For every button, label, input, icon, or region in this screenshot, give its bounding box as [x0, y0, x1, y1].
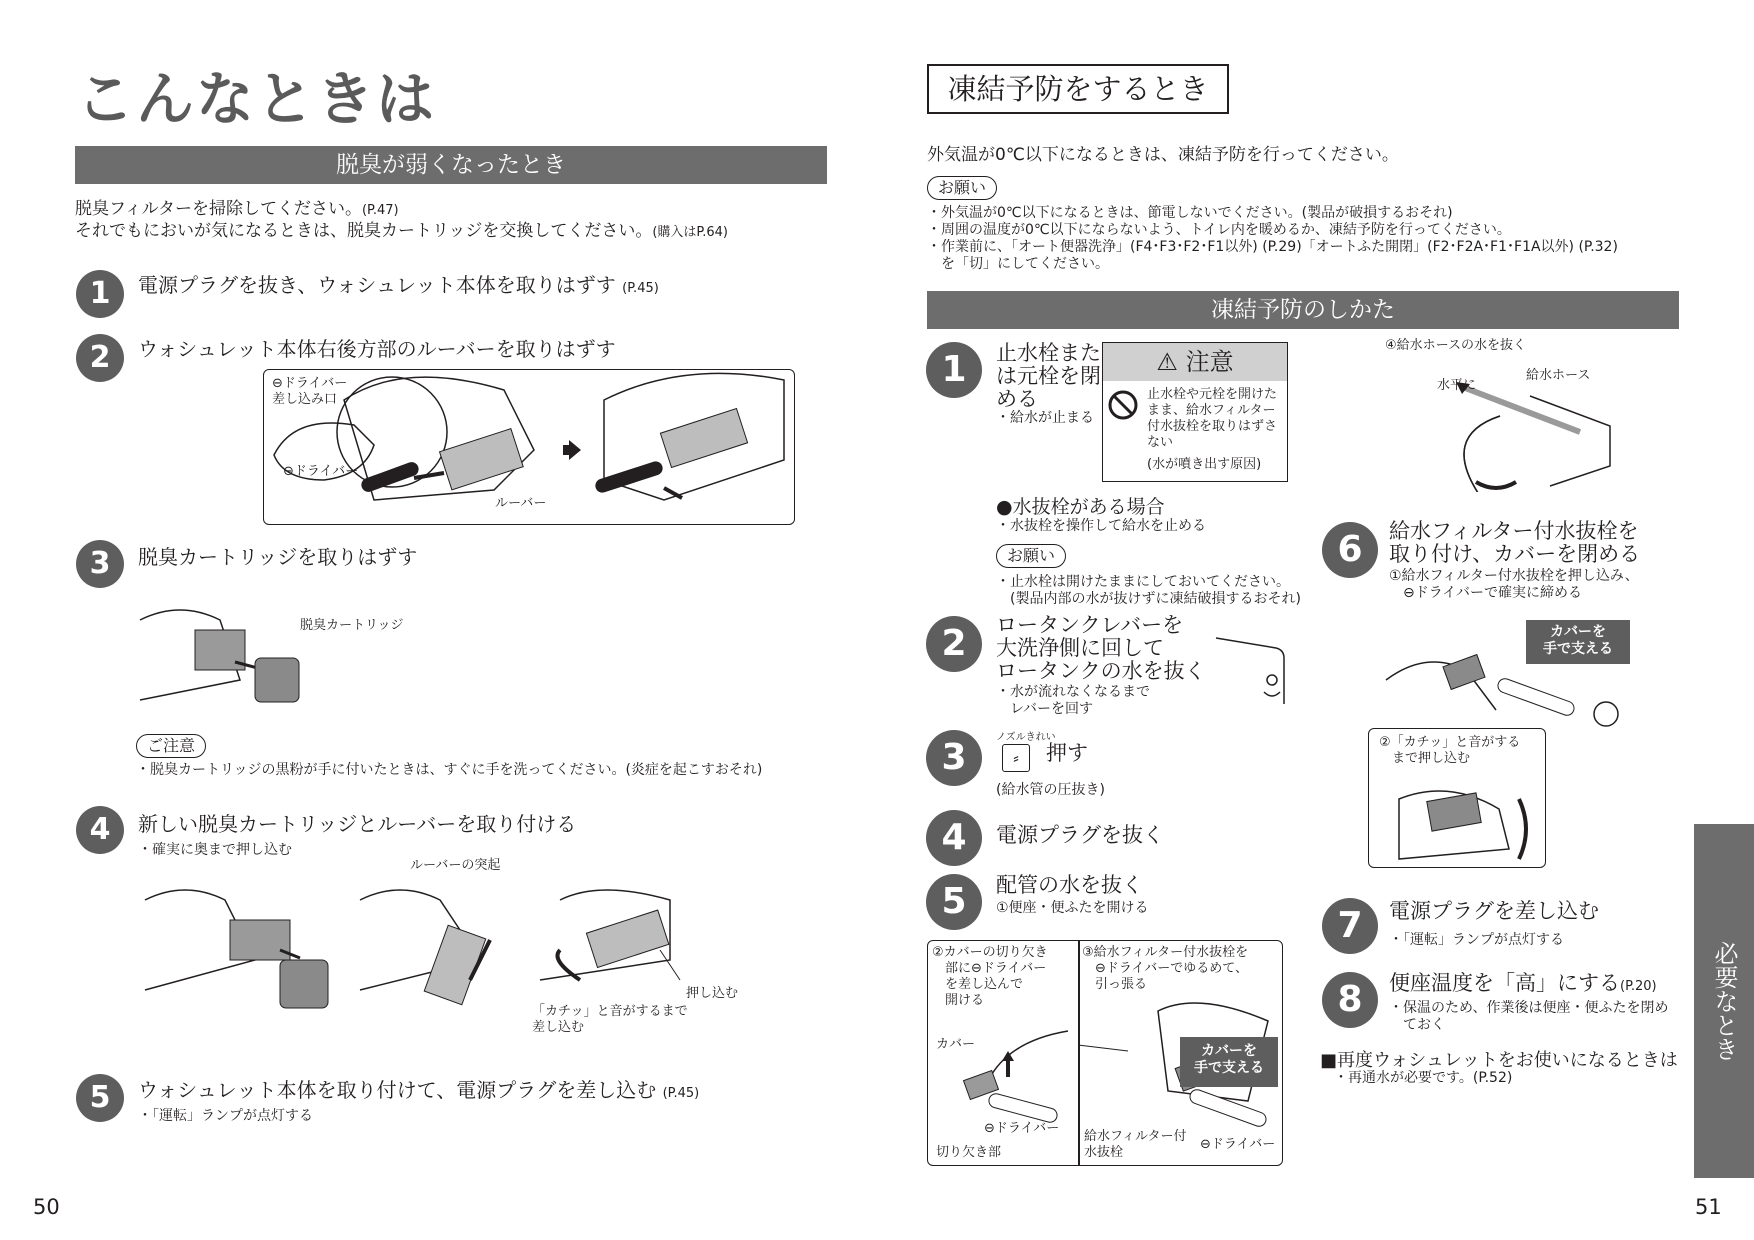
freeze-step-number-1: 1 — [926, 342, 982, 398]
page-title: こんなときは — [76, 65, 437, 133]
click-label: 「カチッ」と音がするまで 差し込む — [532, 1004, 688, 1035]
reinstall-filter-illustration — [1376, 640, 1646, 730]
caution-text: ・脱臭カートリッジの黒粉が手に付いたときは、すぐに手を洗ってください。(炎症を起こすおそれ) — [136, 762, 763, 778]
page-number-left: 50 — [33, 1195, 60, 1219]
louver-tab-label: ルーバーの突起 — [410, 858, 501, 873]
request-badge-2: お願い — [996, 544, 1066, 568]
freeze-step-8-sub: ・保温のため、作業後は便座・便ふたを閉め ておく — [1389, 1000, 1669, 1033]
drain-heading: ●水抜栓がある場合 — [996, 496, 1165, 518]
request-2-text: ・止水栓は開けたままにしておいてください。 (製品内部の水が抜けずに凍結破損するおそれ) — [996, 574, 1301, 607]
freeze-step-1-sub: ・給水が止まる — [996, 410, 1094, 426]
freeze-step-number-8: 8 — [1322, 972, 1378, 1028]
freeze-step-3-text: 押す — [1046, 741, 1088, 765]
click-label-2: ②「カチッ」と音がする まで押し込む — [1379, 735, 1521, 766]
tank-lever-figure — [1212, 632, 1288, 708]
step-number-2: 2 — [76, 334, 124, 382]
request-list — [927, 205, 1687, 273]
cartridge-label: 脱臭カートリッジ — [300, 618, 404, 633]
step-number-1: 1 — [76, 270, 124, 318]
warning-header — [1103, 343, 1287, 381]
request-line-3: ・作業前に、「オート便器洗浄」(F4･F3･F2･F1以外) (P.29)「オートふた開閉」(F2･F2A･F1･F1A以外) (P.32) — [927, 239, 1618, 255]
step-1-label: 電源プラグを抜き、ウォシュレット本体を取りはずす — [138, 273, 616, 297]
step-number-5: 5 — [76, 1074, 124, 1122]
prohibited-icon — [1107, 389, 1139, 421]
freeze-step-8-text — [1389, 972, 1657, 998]
freeze-step-2-text: ロータンクレバーを 大洗浄側に回して ロータンクの水を抜く — [996, 613, 1206, 683]
warning-title: 注意 — [1185, 348, 1234, 376]
click-figure — [1368, 728, 1546, 868]
intro-line-2 — [75, 220, 728, 244]
intro-line-1 — [75, 198, 399, 222]
hose-step-label: ④給水ホースの水を抜く — [1385, 338, 1527, 353]
drain-step-3-label: ③給水フィルター付水抜栓を ⊖ドライバーでゆるめて、 引っ張る — [1082, 945, 1249, 992]
request-badge: お願い — [927, 176, 997, 200]
side-tab: 必要なとき — [1694, 824, 1754, 1178]
freeze-step-number-4: 4 — [926, 810, 982, 866]
section-band-deodorizer: 脱臭が弱くなったとき — [75, 146, 827, 184]
warning-box — [1102, 342, 1288, 482]
step-number-3: 3 — [76, 540, 124, 588]
step-1-text — [138, 273, 659, 301]
drain-sub: ・水抜栓を操作して給水を止める — [996, 518, 1206, 534]
step-5-sub: ・「運転」ランプが点灯する — [138, 1108, 313, 1124]
hose-label: 給水ホース — [1526, 368, 1591, 383]
freeze-step-7-text: 電源プラグを差し込む — [1389, 899, 1599, 923]
freeze-step-2-sub: ・水が流れなくなるまで レバーを回す — [996, 684, 1150, 717]
reuse-sub: ・再通水が必要です。(P.52) — [1334, 1070, 1513, 1086]
step-4-text: 新しい脱臭カートリッジとルーバーを取り付ける — [138, 812, 577, 836]
intro-text-2: それでもにおいが気になるときは、脱臭カートリッジを交換してください。 — [75, 221, 653, 241]
nozzle-button-icon: ⸗ — [1002, 744, 1030, 772]
driver-slot-label: ⊖ドライバー 差し込み口 — [272, 376, 348, 407]
step-number-4: 4 — [76, 806, 124, 854]
cover-label: カバー — [936, 1037, 976, 1052]
intro-ref-1: (P.47) — [361, 203, 399, 218]
freeze-step-7-sub: ・「運転」ランプが点灯する — [1389, 932, 1564, 948]
intro-text-1: 脱臭フィルターを掃除してください。 — [75, 199, 362, 219]
warning-text: 止水栓や元栓を開けた まま、給水フィルター 付水抜栓を取りはずさ ない — [1147, 387, 1278, 450]
driver-label-3: ⊖ドライバー — [1200, 1137, 1276, 1152]
reuse-heading: ■再度ウォシュレットをお使いになるときは — [1320, 1050, 1678, 1071]
reinstall-illustration — [140, 880, 780, 1020]
warning-icon: ⚠ — [1156, 348, 1178, 376]
request-line-1: ・外気温が0℃以下になるときは、節電しないでください。(製品が破損するおそれ) — [927, 205, 1453, 221]
drain-step-2-label: ②カバーの切り欠き 部に⊖ドライバー を差し込んで 開ける — [932, 945, 1048, 1008]
step-1-ref: (P.45) — [622, 281, 659, 296]
drain-figure — [927, 940, 1283, 1166]
freeze-step-1-text: 止水栓また は元栓を閉 める — [996, 341, 1101, 411]
hold-cover-callout-2: カバーを 手で支える — [1526, 620, 1630, 664]
tank-lever-illustration — [1212, 632, 1288, 708]
freeze-step-5-text: 配管の水を抜く — [996, 873, 1143, 897]
freeze-step-4-text: 電源プラグを抜く — [996, 823, 1164, 847]
nozzle-clean-label: ノズルきれい — [996, 732, 1056, 743]
louver-label: ルーバー — [495, 496, 547, 511]
page-number-right: 51 — [1695, 1195, 1722, 1219]
intro-ref-2: (購入はP.64) — [652, 225, 728, 240]
freeze-step-number-7: 7 — [1322, 898, 1378, 954]
freeze-step-8-ref: (P.20) — [1620, 979, 1657, 994]
level-label: 水平に — [1437, 378, 1477, 393]
freeze-intro: 外気温が0℃以下になるときは、凍結予防を行ってください。 — [927, 145, 1399, 165]
freeze-step-5-sub: ①便座・便ふたを開ける — [996, 900, 1149, 916]
cartridge-removal-figure — [135, 600, 305, 710]
freeze-step-number-3: 3 — [926, 730, 982, 786]
freeze-step-number-5: 5 — [926, 874, 982, 930]
section-band-freeze: 凍結予防のしかた — [927, 291, 1679, 329]
step-5-text — [138, 1078, 699, 1106]
request-line-4: を「切」にしてください。 — [927, 256, 1109, 272]
filter-drain-label: 給水フィルター付 水抜栓 — [1084, 1129, 1187, 1160]
caution-badge: ご注意 — [136, 734, 206, 758]
freeze-step-6-sub: ①給水フィルター付水抜栓を押し込み、 ⊖ドライバーで確実に締める — [1389, 568, 1639, 601]
driver-label-2: ⊖ドライバー — [984, 1121, 1060, 1136]
freeze-step-8-label: 便座温度を「高」にする — [1389, 971, 1620, 995]
driver-label: ⊖ドライバー — [283, 464, 359, 479]
reinstall-figure — [140, 880, 780, 1020]
freeze-step-number-2: 2 — [926, 616, 982, 672]
push-label: 押し込む — [686, 986, 739, 1001]
step-5-ref: (P.45) — [662, 1086, 700, 1101]
step-5-label: ウォシュレット本体を取り付けて、電源プラグを差し込む — [138, 1078, 657, 1102]
reinstall-filter-figure — [1376, 640, 1646, 730]
freeze-step-6-text: 給水フィルター付水抜栓を 取り付け、カバーを閉める — [1389, 519, 1641, 566]
freeze-step-number-6: 6 — [1322, 522, 1378, 578]
notch-label: 切り欠き部 — [936, 1145, 1002, 1160]
warning-note: (水が噴き出す原因) — [1147, 457, 1262, 472]
step-4-sub: ・確実に奥まで押し込む — [138, 842, 292, 858]
cartridge-illustration — [135, 600, 305, 710]
freeze-title: 凍結予防をするとき — [927, 64, 1229, 114]
request-line-2: ・周囲の温度が0℃以下にならないよう、トイレ内を暖めるか、凍結予防を行ってください。 — [927, 222, 1511, 238]
step-2-text: ウォシュレット本体右後方部のルーバーを取りはずす — [138, 337, 616, 361]
freeze-step-3-sub: (給水管の圧抜き) — [996, 782, 1105, 798]
step-3-text: 脱臭カートリッジを取りはずす — [138, 545, 418, 569]
hold-cover-callout: カバーを 手で支える — [1180, 1037, 1278, 1087]
